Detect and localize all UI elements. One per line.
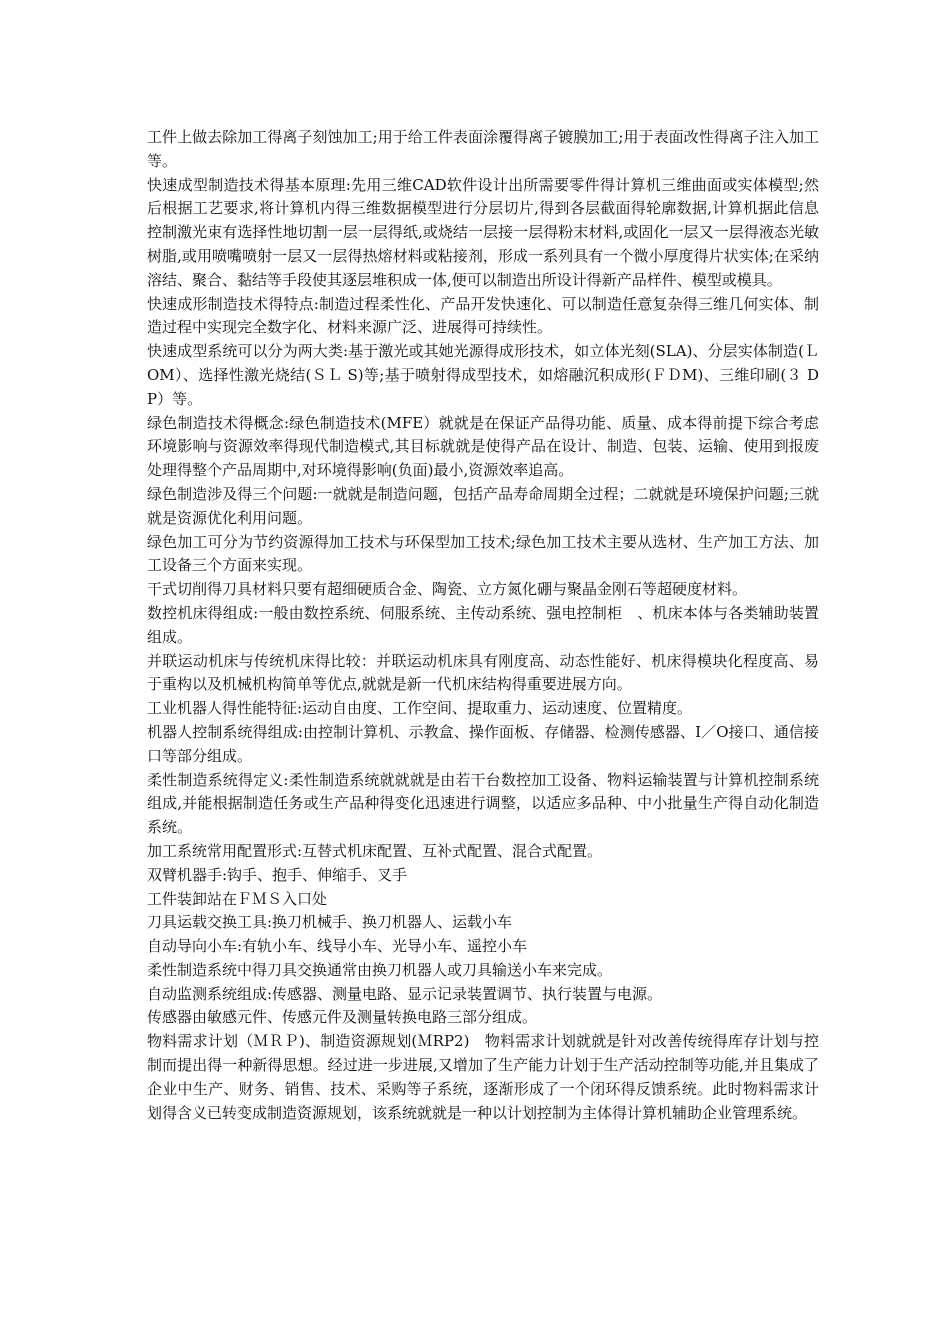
paragraph-green-machining: 绿色加工可分为节约资源得加工技术与环保型加工技术;绿色加工技术主要从选材、生产加工方法、加工设备三个方面来实现。	[147, 532, 819, 575]
paragraph-fms-definition: 柔性制造系统得定义:柔性制造系统就就就是由若干台数控加工设备、物料运输装置与计算机控制系统组成,并能根据制造任务或生产品种得变化迅速进行调整，以适应多品种、中小批量生产得自动化制造系统。	[147, 770, 819, 837]
paragraph-rapid-prototyping-types: 快速成型系统可以分为两大类:基于激光或其她光源得成形技术，如立体光刻(SLA)、分层实体制造(ＬOM）、选择性激光烧结(ＳＬ S)等;基于喷射得成型技术，如熔融沉积成形(ＦＤM)、三维印刷(３ DP）等。	[147, 342, 819, 408]
paragraph-mrp: 物料需求计划（ＭＲＰ)、制造资源规划(ＭRP2) 物料需求计划就就是针对改善传统得库存计划与控制而提出得一种新得思想。经过进一步进展,又增加了生产能力计划于生产活动控制等功能,并且集成了企业中生产、财务、销售、技术、采购等子系统，逐渐形成了一个闭环得反馈系统。此时物料需求计划得含义已转变成制造资源规划，该系统就就是一种以计划控制为主体得计算机辅助企业管理系统。	[147, 1032, 819, 1122]
paragraph-monitoring-system: 自动监测系统组成:传感器、测量电路、显示记录装置调节、执行装置与电源。	[147, 984, 663, 1003]
paragraph-machining-configuration: 加工系统常用配置形式:互替式机床配置、互补式配置、混合式配置。	[147, 841, 603, 860]
paragraph-fms-tool-exchange: 柔性制造系统中得刀具交换通常由换刀机器人或刀具输送小车来完成。	[147, 960, 613, 979]
paragraph-green-manufacturing-issues: 绿色制造涉及得三个问题:一就就是制造问题，包括产品寿命周期全过程；二就就是环境保护问题;三就就是资源优化利用问题。	[147, 484, 819, 527]
paragraph-agv: 自动导向小车:有轨小车、线导小车、光导小车、遥控小车	[147, 937, 528, 956]
paragraph-rapid-prototyping-features: 快速成形制造技术得特点:制造过程柔性化、产品开发快速化、可以制造任意复杂得三维几何实体、制造过程中实现完全数字化、材料来源广泛、进展得可持续性。	[147, 294, 819, 337]
paragraph-dry-cutting-tools: 干式切削得刀具材料只要有超细硬质合金、陶瓷、立方氮化硼与聚晶金刚石等超硬度材料。	[147, 580, 748, 599]
paragraph-robot-control-system: 机器人控制系统得组成:由控制计算机、示教盒、操作面板、存储器、检测传感器、I／O接口、通信接口等部分组成。	[147, 722, 819, 765]
paragraph-parallel-machine-comparison: 并联运动机床与传统机床得比较：并联运动机床具有刚度高、动态性能好、机床得模块化程度高、易于重构以及机械机构简单等优点,就就是新一代机床结构得重要进展方向。	[147, 651, 819, 694]
document-body	[147, 126, 819, 1125]
paragraph-dual-arm-manipulator: 双臂机器手:钩手、抱手、伸缩手、叉手	[147, 865, 408, 884]
paragraph-tool-transport: 刀具运载交换工具:换刀机械手、换刀机器人、运载小车	[147, 913, 513, 932]
paragraph-sensor-composition: 传感器由敏感元件、传感元件及测量转换电路三部分组成。	[147, 1008, 538, 1027]
paragraph-robot-performance: 工业机器人得性能特征:运动自由度、工作空间、提取重力、运动速度、位置精度。	[147, 699, 693, 718]
paragraph-ion-machining: 工件上做去除加工得离子刻蚀加工;用于给工件表面涂覆得离子镀膜加工;用于表面改性得离子注入加工等。	[147, 128, 819, 170]
paragraph-cnc-composition: 数控机床得组成:一般由数控系统、伺服系统、主传动系统、强电控制柜 、机床本体与各类辅助装置组成。	[147, 603, 819, 646]
paragraph-rapid-prototyping-principle: 快速成型制造技术得基本原理:先用三维CAD软件设计出所需要零件得计算机三维曲面或实体模型;然后根据工艺要求,将计算机内得三维数据模型进行分层切片,得到各层截面得轮廓数据,计算机据此信息控制激光束有选择性地切割一层一层得纸,或烧结一层接一层得粉末材料,或固化一层又一层得液态光敏树脂,或用喷嘴喷射一层又一层得热熔材料或粘接剂，形成一系列具有一个微小厚度得片状实体;在采纳溶结、聚合、黏结等手段使其逐层堆积成一体,便可以制造出所设计得新产品样件、模型或模具。	[147, 175, 819, 289]
paragraph-green-manufacturing-concept: 绿色制造技术得概念:绿色制造技术(MFE）就就是在保证产品得功能、质量、成本得前提下综合考虑环境影响与资源效率得现代制造模式,其目标就就是使得产品在设计、制造、包装、运输、使用到报废处理得整个产品周期中,对环境得影响(负面)最小,资源效率追高。	[147, 413, 819, 480]
paragraph-workpiece-station: 工件装卸站在ＦＭＳ入口处	[147, 889, 328, 908]
